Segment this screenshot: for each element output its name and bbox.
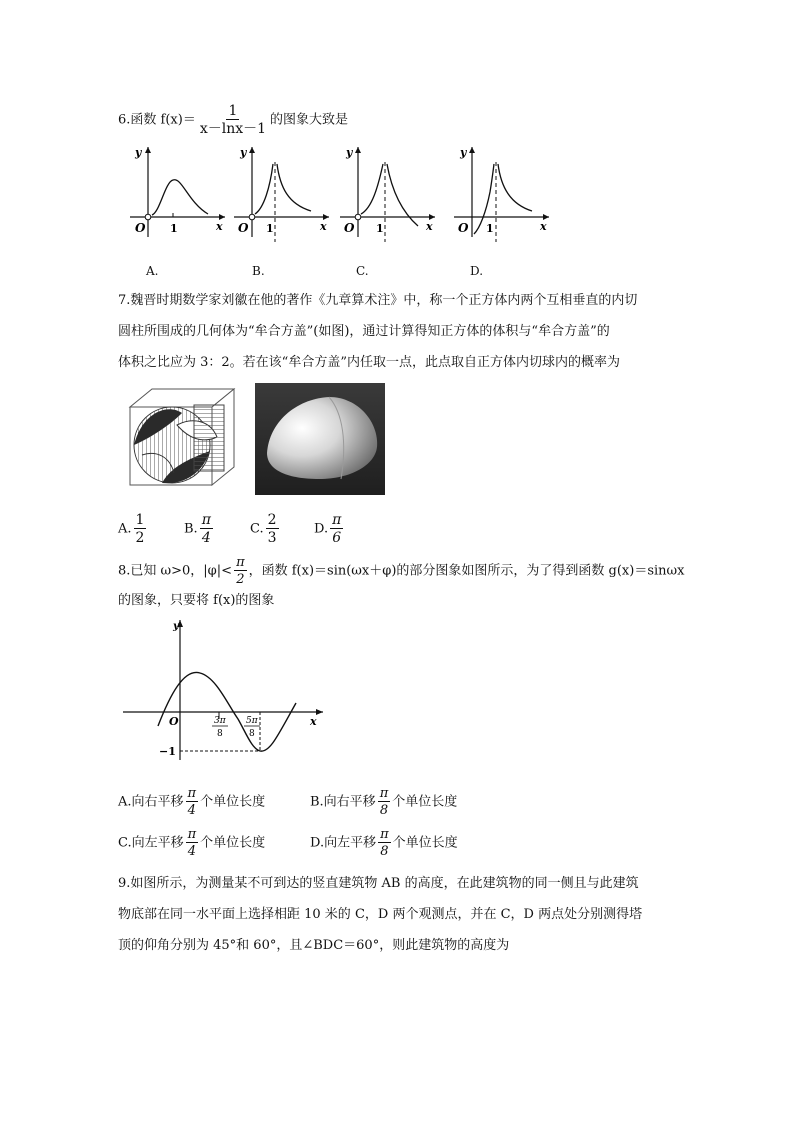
q7-option-b-frac (200, 513, 213, 545)
q8-phi-bound-frac (234, 556, 247, 586)
q8-frac-num: π (236, 555, 245, 570)
q7-c-num: 2 (267, 512, 277, 528)
q8-stem-line-1 (118, 556, 684, 586)
q7-d-num: π (332, 512, 342, 528)
graph-a-y-label: y (135, 146, 142, 159)
q8-a-suffix: 个单位长度 (200, 794, 266, 810)
graph-c-y-label: y (346, 146, 353, 159)
q8-d-suffix: 个单位长度 (392, 835, 458, 851)
q8-a-prefix: A.向右平移 (118, 794, 184, 810)
q6-graph-c (332, 142, 442, 252)
q7-line-1: 7.魏晋时期数学家刘徽在他的著作《九章算术注》中，称一个正方体内两个互相垂直的内切 (118, 293, 638, 308)
q6-fraction (198, 104, 268, 136)
q8-tick1-den: 8 (217, 729, 223, 739)
q8-option-c[interactable] (118, 828, 265, 858)
q8-sine-graph (118, 615, 333, 765)
q7-option-c-label: C. (250, 521, 264, 537)
q8-a-den: 4 (187, 803, 196, 818)
graph-b-y-label: y (240, 146, 247, 159)
q8-c-num: π (187, 827, 197, 842)
q8-tick1-num: 3π (214, 716, 226, 726)
graph-c-x-label: x (426, 220, 433, 233)
q8-y-tick-label: −1 (159, 745, 176, 758)
q6-frac-num: 1 (228, 103, 238, 119)
q7-cube-figure (122, 385, 244, 490)
q6-prefix: 6.函数 f(x)＝ (118, 112, 196, 128)
q8-frac-den: 2 (236, 572, 245, 587)
q8-origin-label: O (169, 715, 179, 728)
q8-stem-line-2: 的图象，只要将 f(x)的图象 (118, 593, 275, 608)
q8-c-den: 4 (187, 844, 197, 859)
q6-graph-a (120, 142, 230, 242)
q8-b-frac (378, 787, 391, 817)
q7-a-den: 2 (135, 530, 145, 546)
q6-option-a-label: A. (146, 264, 159, 278)
graph-d-x-label: x (540, 220, 547, 233)
graph-c-origin: O (344, 221, 355, 235)
q7-option-c-frac (266, 513, 279, 545)
q7-option-b-label: B. (184, 521, 198, 537)
q7-line-3: 体积之比应为 3：2。若在该“牟合方盖”内任取一点，此点取自正方体内切球内的概率为 (118, 355, 620, 370)
q7-option-d[interactable] (314, 513, 345, 545)
graph-a-origin: O (135, 221, 146, 235)
q9-line-1: 9.如图所示，为测量某不可到达的竖直建筑物 AB 的高度，在此建筑物的同一侧且与此建筑 (118, 876, 639, 891)
q6-option-c-label: C. (356, 264, 369, 278)
graph-c-tick: 1 (376, 222, 384, 235)
q7-option-d-label: D. (314, 521, 329, 537)
graph-b-tick: 1 (266, 222, 274, 235)
q6-option-b-label: B. (252, 264, 265, 278)
q7-a-num: 1 (135, 512, 145, 528)
q7-b-den: 4 (201, 530, 211, 546)
q8-tick2-num: 5π (246, 716, 258, 726)
q8-y-axis-label: y (173, 621, 179, 632)
q8-d-prefix: D.向左平移 (310, 835, 377, 851)
q7-mouhe-fanggai-figure (255, 383, 385, 495)
graph-b-x-label: x (320, 220, 327, 233)
q6-stem (118, 104, 348, 136)
q7-c-den: 3 (267, 530, 277, 546)
q7-option-a-label: A. (118, 521, 132, 537)
q8-line1-a: 8.已知 ω>0，|φ|< (118, 563, 233, 579)
q7-option-a[interactable] (118, 513, 148, 545)
q7-option-d-frac (330, 513, 343, 545)
q6-graph-d (446, 142, 556, 252)
q8-d-frac (378, 828, 391, 858)
q8-c-frac (186, 828, 199, 858)
q8-b-suffix: 个单位长度 (392, 794, 458, 810)
q8-option-d[interactable] (310, 828, 458, 858)
q7-option-b[interactable] (184, 513, 215, 545)
q9-line-3: 顶的仰角分别为 45°和 60°，且∠BDC＝60°，则此建筑物的高度为 (118, 938, 510, 953)
graph-d-origin: O (458, 221, 469, 235)
q9-line-2: 物底部在同一水平面上选择相距 10 米的 C，D 两个观测点，并在 C，D 两点处分别测得塔 (118, 907, 643, 922)
graph-b-origin: O (238, 221, 249, 235)
q8-option-b[interactable] (310, 787, 457, 817)
q8-a-frac (186, 787, 199, 817)
graph-a-tick: 1 (170, 222, 178, 235)
q6-graph-b (226, 142, 336, 252)
q8-b-prefix: B.向右平移 (310, 794, 376, 810)
q7-line-2: 圆柱所围成的几何体为“牟合方盖”(如图)，通过计算得知正方体的体积与“牟合方盖”的 (118, 324, 610, 339)
q8-b-num: π (379, 786, 389, 801)
q7-d-den: 6 (332, 530, 342, 546)
q8-tick2-den: 8 (249, 729, 255, 739)
q8-a-num: π (187, 786, 197, 801)
graph-a-x-label: x (216, 220, 223, 233)
q6-suffix: 的图象大致是 (270, 112, 349, 128)
q8-d-num: π (380, 827, 389, 842)
q7-option-a-frac (134, 513, 147, 545)
q8-c-prefix: C.向左平移 (118, 835, 184, 851)
q8-b-den: 8 (379, 803, 389, 818)
q6-option-d-label: D. (470, 264, 484, 278)
q8-c-suffix: 个单位长度 (200, 835, 266, 851)
graph-d-tick: 1 (486, 222, 494, 235)
q7-b-num: π (201, 512, 211, 528)
graph-d-y-label: y (460, 146, 467, 159)
q7-option-c[interactable] (250, 513, 281, 545)
q8-option-a[interactable] (118, 787, 265, 817)
q8-d-den: 8 (380, 844, 389, 859)
q8-line1-b: ，函数 f(x)＝sin(ωx＋φ)的部分图象如图所示，为了得到函数 g(x)＝sinωx (248, 563, 685, 579)
q6-frac-den: x－lnx－1 (199, 121, 267, 137)
q7-options (118, 503, 418, 546)
q8-x-axis-label: x (310, 715, 317, 728)
